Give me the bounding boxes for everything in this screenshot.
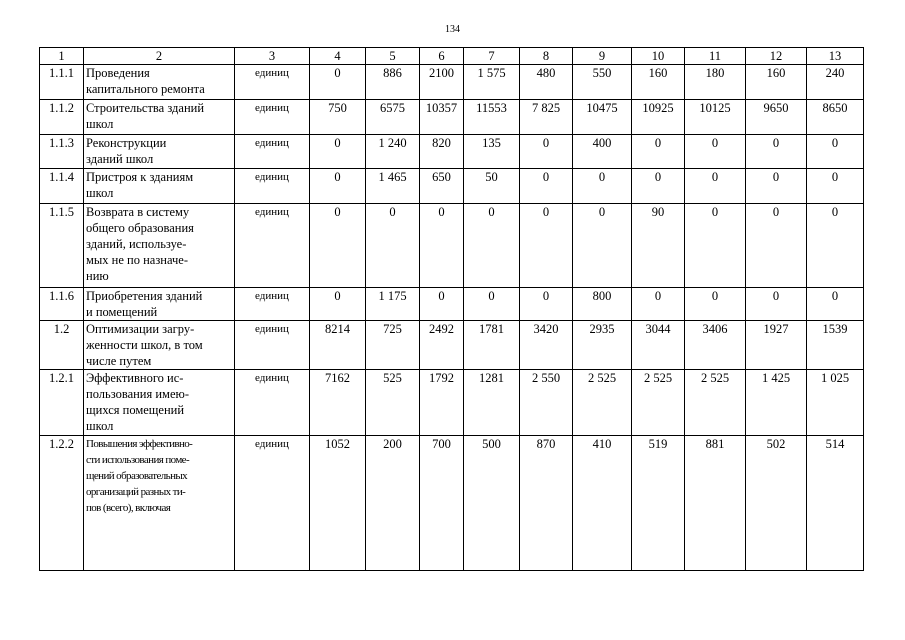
indicator-name-line: Повышения эффективно- (86, 438, 193, 450)
indicator-name-line: щений образовательных (86, 470, 188, 482)
unit-cell: единиц (235, 436, 310, 571)
value-cell: 1792 (420, 370, 464, 436)
value-cell: 1 240 (366, 135, 420, 169)
value-cell: 180 (685, 65, 746, 100)
value-cell: 0 (310, 288, 366, 321)
table-row (40, 204, 864, 288)
value-cell: 0 (685, 169, 746, 204)
table-row (40, 100, 864, 135)
indicator-name-line: зданий школ (86, 152, 154, 166)
unit-cell: единиц (235, 204, 310, 288)
value-cell: 50 (464, 169, 520, 204)
unit-cell: единиц (235, 370, 310, 436)
indicator-name-line: пов (всего), включая (86, 502, 171, 514)
table-row (40, 370, 864, 436)
value-cell: 200 (366, 436, 420, 571)
value-cell: 2 525 (632, 370, 685, 436)
value-cell: 2935 (573, 321, 632, 370)
value-cell: 11553 (464, 100, 520, 135)
row-number: 1.2.2 (40, 436, 84, 571)
column-header: 13 (807, 48, 864, 65)
value-cell: 3044 (632, 321, 685, 370)
column-header: 5 (366, 48, 420, 65)
row-number: 1.1.1 (40, 65, 84, 100)
indicator-name (84, 321, 235, 370)
indicator-name-line: общего образования (86, 221, 194, 235)
value-cell: 1539 (807, 321, 864, 370)
unit-cell: единиц (235, 65, 310, 100)
unit-cell: единиц (235, 288, 310, 321)
value-cell: 0 (520, 204, 573, 288)
indicator-name-line: нию (86, 269, 109, 283)
value-cell: 0 (310, 204, 366, 288)
indicator-name-line: школ (86, 117, 114, 131)
indicator-name-line: зданий, используе- (86, 237, 187, 251)
indicator-name-line: Проведения (86, 66, 150, 80)
column-header: 9 (573, 48, 632, 65)
table-row (40, 321, 864, 370)
value-cell: 160 (746, 65, 807, 100)
table-row (40, 169, 864, 204)
value-cell: 0 (746, 169, 807, 204)
value-cell: 0 (520, 169, 573, 204)
indicator-name-line: Эффективного ис- (86, 371, 184, 385)
indicator-name (84, 288, 235, 321)
page-number: 134 (445, 24, 460, 35)
indicator-name-line: Возврата в систему (86, 205, 190, 219)
value-cell: 0 (632, 135, 685, 169)
table-row (40, 135, 864, 169)
value-cell: 1 425 (746, 370, 807, 436)
value-cell: 886 (366, 65, 420, 100)
indicator-name (84, 65, 235, 100)
value-cell: 0 (746, 135, 807, 169)
indicator-name-line: организаций разных ти- (86, 486, 186, 498)
unit-cell: единиц (235, 100, 310, 135)
value-cell: 1 465 (366, 169, 420, 204)
indicator-name-line: Строительства зданий (86, 101, 205, 115)
table-row (40, 288, 864, 321)
value-cell: 500 (464, 436, 520, 571)
value-cell: 800 (573, 288, 632, 321)
unit-cell: единиц (235, 321, 310, 370)
value-cell: 2 525 (573, 370, 632, 436)
column-header: 10 (632, 48, 685, 65)
indicator-name (84, 169, 235, 204)
value-cell: 0 (420, 288, 464, 321)
indicator-name-line: Приобретения зданий (86, 289, 203, 303)
value-cell: 0 (807, 169, 864, 204)
indicator-name-line: числе путем (86, 354, 152, 368)
indicator-name (84, 135, 235, 169)
value-cell: 90 (632, 204, 685, 288)
value-cell: 0 (310, 65, 366, 100)
value-cell: 2492 (420, 321, 464, 370)
column-header: 6 (420, 48, 464, 65)
indicator-name-line: мых не по назначе- (86, 253, 189, 267)
value-cell: 519 (632, 436, 685, 571)
column-header: 12 (746, 48, 807, 65)
value-cell: 0 (685, 135, 746, 169)
value-cell: 7162 (310, 370, 366, 436)
value-cell: 0 (464, 288, 520, 321)
row-number: 1.1.5 (40, 204, 84, 288)
indicator-name-line: пользования имею- (86, 387, 190, 401)
row-number: 1.1.2 (40, 100, 84, 135)
value-cell: 480 (520, 65, 573, 100)
column-header: 2 (84, 48, 235, 65)
indicator-name-line: сти использования поме- (86, 454, 190, 466)
value-cell: 240 (807, 65, 864, 100)
value-cell: 750 (310, 100, 366, 135)
value-cell: 514 (807, 436, 864, 571)
value-cell: 0 (632, 288, 685, 321)
row-number: 1.2.1 (40, 370, 84, 436)
value-cell: 881 (685, 436, 746, 571)
value-cell: 160 (632, 65, 685, 100)
value-cell: 525 (366, 370, 420, 436)
indicator-name (84, 100, 235, 135)
value-cell: 0 (310, 135, 366, 169)
value-cell: 0 (632, 169, 685, 204)
indicator-name (84, 370, 235, 436)
indicator-name-line: Пристроя к зданиям (86, 170, 194, 184)
row-number: 1.1.4 (40, 169, 84, 204)
indicator-name (84, 204, 235, 288)
value-cell: 820 (420, 135, 464, 169)
row-number: 1.1.3 (40, 135, 84, 169)
value-cell: 1927 (746, 321, 807, 370)
column-header: 1 (40, 48, 84, 65)
value-cell: 700 (420, 436, 464, 571)
column-header: 7 (464, 48, 520, 65)
value-cell: 0 (310, 169, 366, 204)
value-cell: 725 (366, 321, 420, 370)
value-cell: 1 175 (366, 288, 420, 321)
value-cell: 7 825 (520, 100, 573, 135)
unit-cell: единиц (235, 169, 310, 204)
indicator-name-line: и помещений (86, 305, 158, 319)
value-cell: 1052 (310, 436, 366, 571)
value-cell: 2100 (420, 65, 464, 100)
row-number: 1.2 (40, 321, 84, 370)
row-number: 1.1.6 (40, 288, 84, 321)
value-cell: 8650 (807, 100, 864, 135)
value-cell: 0 (807, 204, 864, 288)
value-cell: 0 (573, 204, 632, 288)
indicator-name (84, 436, 235, 571)
value-cell: 9650 (746, 100, 807, 135)
value-cell: 0 (520, 135, 573, 169)
value-cell: 550 (573, 65, 632, 100)
value-cell: 1 025 (807, 370, 864, 436)
value-cell: 3420 (520, 321, 573, 370)
value-cell: 0 (464, 204, 520, 288)
value-cell: 10125 (685, 100, 746, 135)
header-row (40, 48, 864, 65)
indicator-name-line: школ (86, 419, 114, 433)
value-cell: 10357 (420, 100, 464, 135)
value-cell: 502 (746, 436, 807, 571)
value-cell: 0 (807, 288, 864, 321)
value-cell: 2 525 (685, 370, 746, 436)
value-cell: 0 (807, 135, 864, 169)
value-cell: 0 (685, 204, 746, 288)
value-cell: 1 575 (464, 65, 520, 100)
value-cell: 1281 (464, 370, 520, 436)
value-cell: 650 (420, 169, 464, 204)
column-header: 4 (310, 48, 366, 65)
value-cell: 400 (573, 135, 632, 169)
indicator-name-line: капитального ремонта (86, 82, 205, 96)
value-cell: 0 (685, 288, 746, 321)
indicator-name-line: Реконструкции (86, 136, 167, 150)
indicator-name-line: Оптимизации загру- (86, 322, 195, 336)
value-cell: 3406 (685, 321, 746, 370)
indicator-name-line: женности школ, в том (86, 338, 203, 352)
table-row (40, 65, 864, 100)
value-cell: 1781 (464, 321, 520, 370)
value-cell: 135 (464, 135, 520, 169)
value-cell: 0 (366, 204, 420, 288)
column-header: 3 (235, 48, 310, 65)
column-header: 11 (685, 48, 746, 65)
unit-cell: единиц (235, 135, 310, 169)
value-cell: 6575 (366, 100, 420, 135)
value-cell: 0 (746, 204, 807, 288)
table-row (40, 436, 864, 571)
value-cell: 0 (573, 169, 632, 204)
value-cell: 10475 (573, 100, 632, 135)
indicator-name-line: школ (86, 186, 114, 200)
value-cell: 2 550 (520, 370, 573, 436)
value-cell: 8214 (310, 321, 366, 370)
value-cell: 10925 (632, 100, 685, 135)
indicator-table (39, 47, 864, 571)
value-cell: 870 (520, 436, 573, 571)
column-header: 8 (520, 48, 573, 65)
table-body (40, 65, 864, 571)
value-cell: 410 (573, 436, 632, 571)
value-cell: 0 (746, 288, 807, 321)
indicator-name-line: щихся помещений (86, 403, 185, 417)
value-cell: 0 (520, 288, 573, 321)
value-cell: 0 (420, 204, 464, 288)
